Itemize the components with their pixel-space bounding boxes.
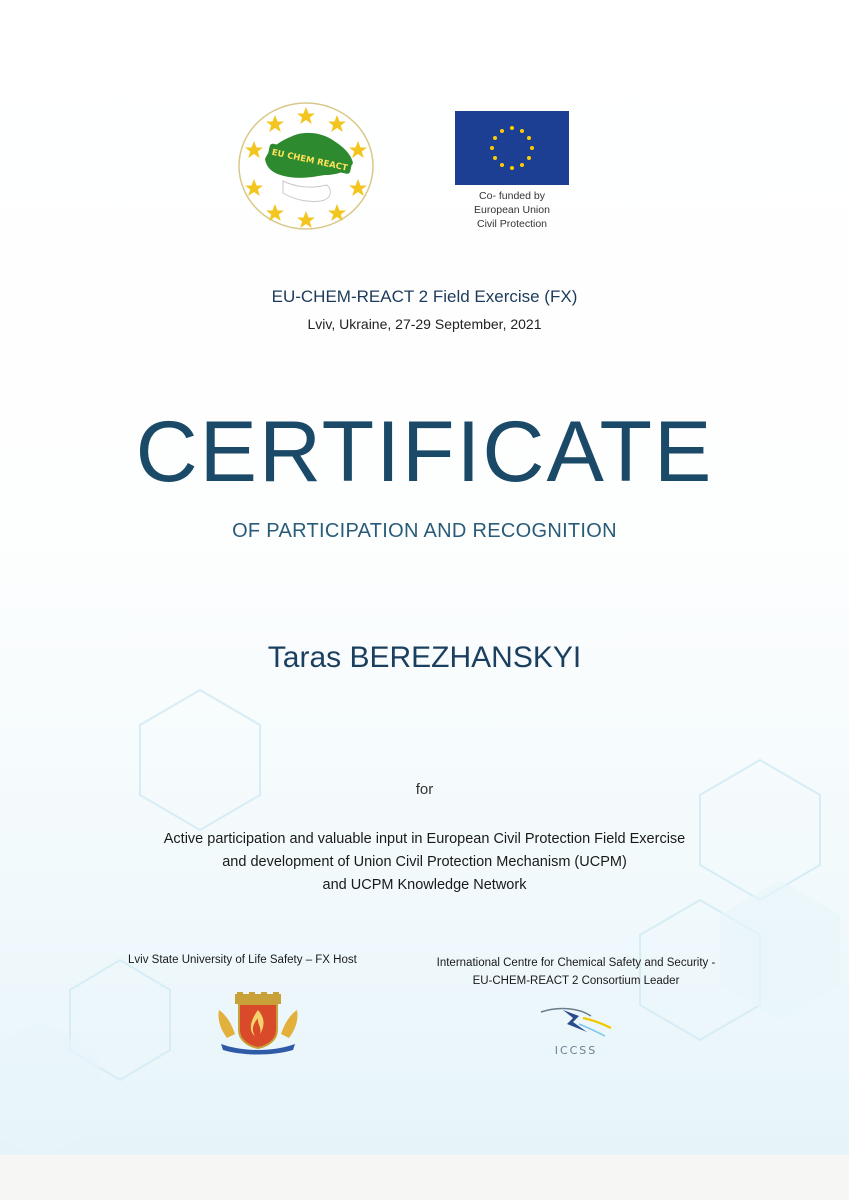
eu-cofunding-block [455, 111, 573, 231]
eu-flag-icon [455, 111, 569, 185]
university-emblem-icon [213, 992, 303, 1056]
certificate-title: CERTIFICATE [135, 404, 714, 500]
event-subtitle: Lviv, Ukraine, 27-29 September, 2021 [307, 316, 542, 332]
certificate-subtitle: OF PARTICIPATION AND RECOGNITION [232, 520, 617, 542]
sheet-bottom-margin [0, 1155, 849, 1200]
reason-line: and UCPM Knowledge Network [322, 877, 527, 893]
recipient-name: Taras BEREZHANSKYI [267, 641, 582, 674]
eu-caption [455, 189, 569, 231]
eu-caption-line: Civil Protection [476, 218, 548, 230]
reason-line: Active participation and valuable input in European Civil Protection Field Exercise [163, 831, 686, 847]
eu-caption-line: European Union [474, 204, 550, 216]
eu-chem-react-logo [237, 101, 375, 231]
leader-line: International Centre for Chemical Safety and Security - [436, 957, 716, 969]
reason-line: and development of Union Civil Protection Mechanism (UCPM) [222, 854, 627, 870]
leader-signatory-label [410, 954, 742, 990]
eu-caption-line: Co- funded by [479, 190, 545, 202]
recognition-reason [0, 828, 849, 897]
for-word: for [415, 781, 434, 798]
iccss-logo-text: ICCSS [554, 1044, 598, 1057]
leader-line: EU-CHEM-REACT 2 Consortium Leader [472, 975, 680, 987]
event-title: EU-CHEM-REACT 2 Field Exercise (FX) [271, 287, 578, 306]
project-logo-text: EU CHEM REACT [270, 147, 349, 174]
host-signatory-label: Lviv State University of Life Safety – FX Host [128, 954, 357, 966]
iccss-logo-icon [533, 1002, 619, 1060]
